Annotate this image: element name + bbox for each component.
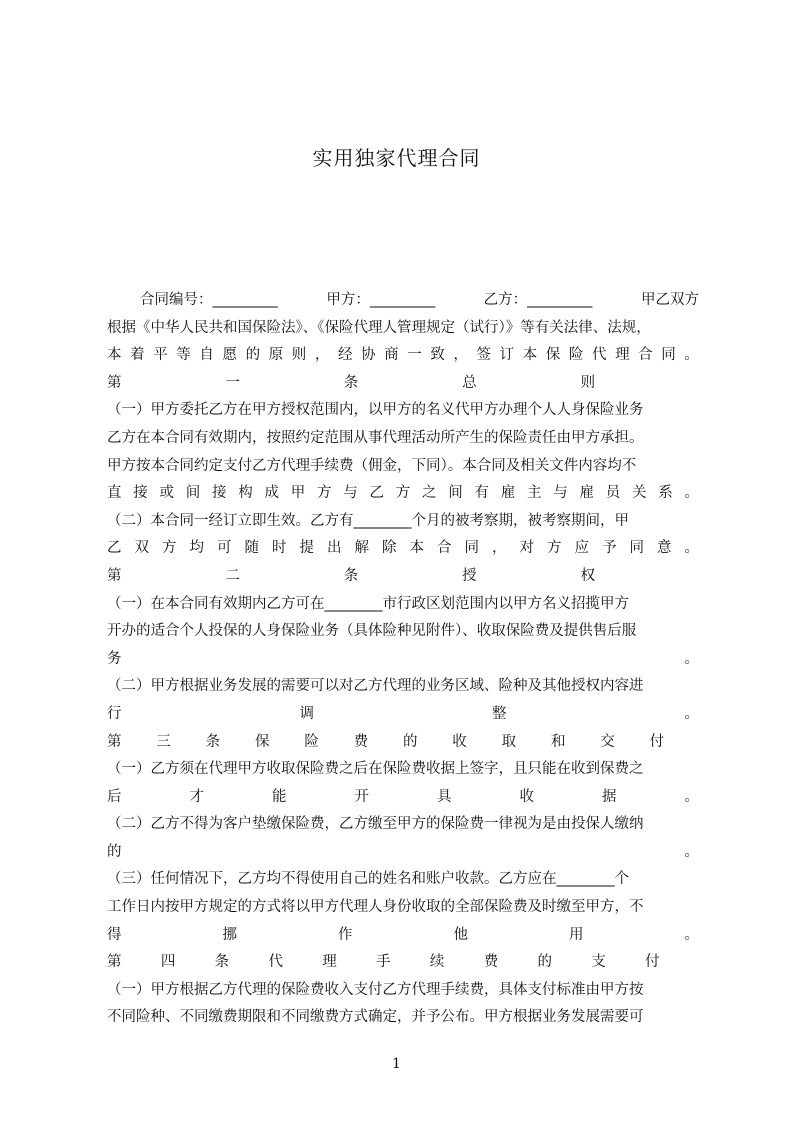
text-segment: 他 (453, 926, 468, 943)
text-segment: 主 (527, 485, 542, 502)
text-line (107, 535, 699, 563)
text-segment: 一 (225, 374, 240, 391)
text-segment: 具 (437, 788, 452, 805)
text-line: 不同险种、不同缴费期限和不同缴费方式确定，并予公布。甲方根据业务发展需要可 (107, 1009, 644, 1026)
text-segment: 则 (291, 347, 307, 364)
text-segment: 同 (629, 540, 644, 557)
text-segment: 代 (591, 347, 607, 364)
text-segment: 间 (185, 485, 201, 502)
text-segment: 合 (638, 347, 653, 364)
text-segment: 时 (272, 540, 287, 557)
text-segment: 方 (162, 540, 177, 557)
text-segment: 成 (264, 485, 279, 502)
text-segment: 予 (602, 540, 617, 557)
text-segment: 可 (217, 540, 232, 557)
text-segment: 甲方：_________ (326, 292, 436, 308)
text-segment: 第 (107, 567, 122, 584)
text-segment: 乙 (107, 540, 122, 557)
text-segment: 手 (376, 954, 391, 971)
text-segment: 二 (225, 567, 240, 584)
text-line: （二）甲方根据业务发展的需要可以对乙方代理的业务区域、险种及其他授权内容进 (107, 678, 644, 695)
text-segment: 之 (422, 485, 437, 502)
text-segment: 甲乙双方 (640, 292, 699, 308)
text-segment: 授 (462, 567, 477, 584)
text-segment: 续 (429, 954, 445, 971)
text-segment: 取 (501, 733, 517, 750)
text-segment: 方 (395, 485, 411, 502)
text-segment: 第 (107, 954, 122, 971)
page-number: 1 (392, 1056, 401, 1072)
text-segment: 订 (499, 347, 515, 364)
text-line: （一）甲方委托乙方在甲方授权范围内，以甲方的名义代甲方办理个人人身保险业务 (107, 402, 644, 419)
text-segment: 雇 (500, 485, 516, 502)
text-segment: 条 (343, 374, 359, 391)
text-segment: 第 (107, 733, 122, 750)
text-segment: 收 (519, 788, 534, 805)
text-segment: 权 (580, 567, 596, 584)
text-segment: 。 (684, 347, 699, 364)
text-segment: 第 (107, 374, 122, 391)
text-segment: 自 (199, 347, 214, 364)
text-segment: 条 (205, 733, 221, 750)
text-segment: 方 (547, 540, 562, 557)
text-segment: 保 (545, 347, 561, 364)
text-segment: 关 (632, 485, 647, 502)
text-segment: 据 (602, 788, 617, 805)
text-line (107, 949, 699, 977)
text-segment: 应 (574, 540, 589, 557)
text-segment: 员 (605, 485, 621, 502)
text-segment: 随 (244, 540, 259, 557)
text-segment: 用 (569, 926, 584, 943)
text-segment: 。 (684, 926, 699, 943)
text-segment: 。 (684, 650, 699, 667)
text-segment: 整 (492, 705, 507, 722)
text-line (107, 370, 699, 398)
text-segment: 乙 (369, 485, 384, 502)
text-segment: 总 (462, 374, 477, 391)
text-segment: 的 (537, 954, 552, 971)
text-segment: 同 (661, 347, 676, 364)
text-segment: 本 (107, 347, 122, 364)
text-segment: 有 (474, 485, 489, 502)
text-segment: 三 (156, 733, 171, 750)
text-segment: 着 (130, 347, 145, 364)
text-segment: 则 (580, 374, 596, 391)
text-line (107, 784, 699, 812)
text-line: 工作日内按甲方规定的方式将以甲方代理人身份收取的全部保险费及时缴至甲方，不 (107, 899, 644, 916)
text-line (107, 287, 699, 315)
text-segment: 商 (384, 347, 399, 364)
text-line (107, 729, 699, 757)
text-segment: 构 (238, 485, 253, 502)
document-body (107, 287, 699, 1032)
text-segment: 协 (361, 347, 376, 364)
text-segment: 对 (519, 540, 534, 557)
text-line (107, 342, 699, 370)
text-segment: ， (314, 347, 330, 364)
text-segment: 得 (107, 926, 122, 943)
text-segment: 解 (354, 540, 369, 557)
text-segment: 后 (107, 788, 122, 805)
text-line: 乙方在本合同有效期内，按照约定范围从事代理活动所产生的保险责任由甲方承担。 (107, 429, 644, 446)
text-segment: 均 (189, 540, 204, 557)
text-segment: 同 (464, 540, 479, 557)
text-segment: 平 (153, 347, 168, 364)
text-segment: 支 (591, 954, 606, 971)
text-segment: 的 (107, 843, 122, 860)
text-segment: 交 (600, 733, 615, 750)
text-line: （三）任何情况下，乙方均不得使用自己的姓名和账户收款。乙方应在________个 (107, 871, 629, 888)
text-line: （一）乙方须在代理甲方收取保险费之后在保险费收据上签字，且只能在收到保费之 (107, 761, 644, 778)
text-segment: 行 (107, 705, 122, 722)
text-segment: 合同编号：_________ (140, 292, 278, 308)
text-segment: 等 (176, 347, 191, 364)
text-line: 开办的适合个人投保的人身保险业务（具体险种见附件）、收取保险费及提供售后服 (107, 623, 637, 640)
document-title: 实用独家代理合同 (312, 146, 481, 170)
text-line: 甲方按本合同约定支付乙方代理手续费（佣金，下同）。本合同及相关文件内容均不 (107, 457, 637, 474)
text-segment: 合 (437, 540, 452, 557)
text-segment: 理 (615, 347, 630, 364)
text-line: （二）乙方不得为客户垫缴保险费，乙方缴至甲方的保险费一律视为是由投保人缴纳 (107, 816, 644, 833)
text-line (107, 646, 699, 674)
text-segment: 条 (214, 954, 230, 971)
text-segment: 意 (657, 540, 672, 557)
text-segment: 或 (159, 485, 174, 502)
text-line (107, 839, 699, 867)
text-segment: 愿 (222, 347, 237, 364)
text-segment: 险 (304, 733, 319, 750)
text-line (107, 480, 699, 508)
text-segment: 。 (684, 540, 699, 557)
text-segment: 代 (268, 954, 283, 971)
text-segment: 提 (299, 540, 314, 557)
text-segment: 本 (409, 540, 424, 557)
text-segment: 务 (107, 650, 122, 667)
text-segment: 方 (317, 485, 332, 502)
text-line: （一）在本合同有效期内乙方可在________市行政区划范围内以甲方名义招揽甲方 (107, 595, 629, 612)
text-segment: 接 (133, 485, 148, 502)
text-segment: 开 (354, 788, 369, 805)
text-line: （二）本合同一经订立即生效。乙方有________个月的被考察期，被考察期间，甲 (107, 512, 629, 529)
text-segment: 费 (353, 733, 369, 750)
text-segment: 付 (645, 954, 660, 971)
text-segment: 。 (684, 843, 699, 860)
text-segment: 才 (189, 788, 204, 805)
text-segment: 接 (212, 485, 227, 502)
text-segment: 间 (448, 485, 463, 502)
text-segment: 经 (337, 347, 353, 364)
text-segment: 四 (160, 954, 176, 971)
text-segment: 系 (658, 485, 673, 502)
text-segment: 险 (568, 347, 584, 364)
text-segment: 付 (649, 733, 665, 750)
text-segment: 原 (268, 347, 284, 364)
text-segment: 与 (553, 485, 568, 502)
text-segment: 能 (272, 788, 287, 805)
text-segment: 的 (245, 347, 261, 364)
text-segment: 作 (338, 926, 353, 943)
text-line (107, 563, 699, 591)
text-segment: ， (453, 347, 468, 364)
text-line (107, 701, 699, 729)
text-segment: 挪 (222, 926, 237, 943)
text-line: （一）甲方根据乙方代理的保险费收入支付乙方代理手续费，具体支付标准由甲方按 (107, 981, 644, 998)
text-segment: 除 (382, 540, 397, 557)
text-segment: 签 (476, 347, 491, 364)
text-segment: 。 (684, 485, 699, 502)
text-segment: 的 (402, 733, 418, 750)
text-segment: 。 (684, 705, 699, 722)
text-segment: 与 (343, 485, 358, 502)
text-segment: 和 (550, 733, 566, 750)
text-segment: 乙方：_________ (483, 292, 593, 308)
text-segment: ， (492, 540, 507, 557)
text-segment: 。 (684, 788, 699, 805)
text-segment: 保 (254, 733, 270, 750)
text-segment: 费 (483, 954, 499, 971)
text-segment: 收 (452, 733, 467, 750)
text-segment: 甲 (290, 485, 306, 502)
text-segment: 双 (134, 540, 149, 557)
text-line (107, 922, 699, 950)
text-segment: 条 (343, 567, 359, 584)
text-segment: 调 (299, 705, 314, 722)
text-segment: 理 (322, 954, 337, 971)
text-segment: 致 (430, 347, 445, 364)
text-line: 根据《中华人民共和国保险法》、《保险代理人管理规定（试行）》等有关法律、法规， (107, 319, 651, 336)
text-segment: 雇 (579, 485, 594, 502)
text-segment: 一 (407, 347, 422, 364)
text-segment: 本 (522, 347, 538, 364)
text-segment: 出 (327, 540, 342, 557)
text-segment: 直 (107, 485, 122, 502)
